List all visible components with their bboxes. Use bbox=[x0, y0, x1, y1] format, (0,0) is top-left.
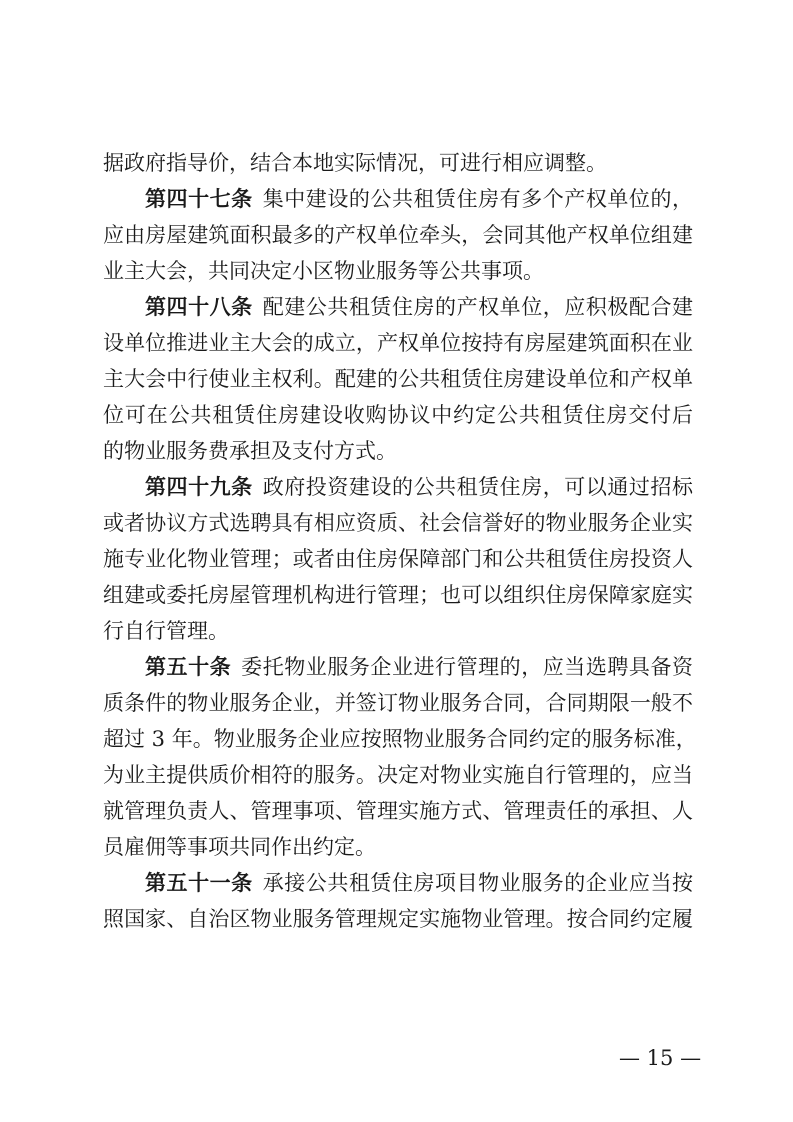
article-line: 或者协议方式选聘具有相应资质、社会信誉好的物业服务企业实 bbox=[103, 511, 693, 535]
article-line: 超过 3 年。物业服务企业应按照物业服务合同约定的服务标准， bbox=[103, 727, 697, 751]
article-text: 政府投资建设的公共租赁住房，可以通过招标 bbox=[262, 475, 694, 499]
article-line: 组建或委托房屋管理机构进行管理；也可以组织住房保障家庭实 bbox=[103, 583, 693, 607]
article-line: 应由房屋建筑面积最多的产权单位牵头，会同其他产权单位组建 bbox=[103, 223, 693, 247]
article-49 bbox=[103, 469, 693, 649]
article-heading: 第五十一条 bbox=[145, 870, 253, 895]
article-line: 行自行管理。 bbox=[103, 619, 229, 643]
article-first-line bbox=[103, 865, 693, 901]
article-text: 配建公共租赁住房的产权单位，应积极配合建 bbox=[262, 295, 694, 319]
article-text: 承接公共租赁住房项目物业服务的企业应当按 bbox=[262, 871, 694, 895]
article-first-line bbox=[103, 649, 693, 685]
article-heading: 第五十条 bbox=[145, 654, 232, 679]
article-first-line bbox=[103, 469, 693, 505]
article-heading: 第四十七条 bbox=[145, 186, 253, 211]
article-text: 集中建设的公共租赁住房有多个产权单位的， bbox=[262, 187, 694, 211]
article-line: 就管理负责人、管理事项、管理实施方式、管理责任的承担、人 bbox=[103, 799, 693, 823]
article-line: 主大会中行使业主权利。配建的公共租赁住房建设单位和产权单 bbox=[103, 367, 693, 391]
article-51 bbox=[103, 865, 693, 937]
continuation-line: 据政府指导价，结合本地实际情况，可进行相应调整。 bbox=[103, 151, 607, 175]
article-first-line bbox=[103, 289, 693, 325]
article-line: 设单位推进业主大会的成立，产权单位按持有房屋建筑面积在业 bbox=[103, 331, 693, 355]
article-line: 施专业化物业管理；或者由住房保障部门和公共租赁住房投资人 bbox=[103, 547, 693, 571]
article-first-line bbox=[103, 181, 693, 217]
article-line: 质条件的物业服务企业，并签订物业服务合同，合同期限一般不 bbox=[103, 691, 693, 715]
article-text: 委托物业服务企业进行管理的，应当选聘具备资 bbox=[241, 655, 694, 679]
article-47 bbox=[103, 181, 693, 289]
page-number: — 15 — bbox=[619, 1046, 702, 1070]
article-heading: 第四十八条 bbox=[145, 294, 253, 319]
article-50 bbox=[103, 649, 697, 865]
article-line: 的物业服务费承担及支付方式。 bbox=[103, 439, 397, 463]
article-line: 为业主提供质价相符的服务。决定对物业实施自行管理的，应当 bbox=[103, 763, 693, 787]
document-body bbox=[103, 145, 697, 937]
article-48 bbox=[103, 289, 693, 469]
article-line: 照国家、自治区物业服务管理规定实施物业管理。按合同约定履 bbox=[103, 907, 693, 931]
article-line: 位可在公共租赁住房建设收购协议中约定公共租赁住房交付后 bbox=[103, 403, 693, 427]
article-line: 员雇佣等事项共同作出约定。 bbox=[103, 835, 376, 859]
article-line: 业主大会，共同决定小区物业服务等公共事项。 bbox=[103, 259, 544, 283]
article-heading: 第四十九条 bbox=[145, 474, 253, 499]
